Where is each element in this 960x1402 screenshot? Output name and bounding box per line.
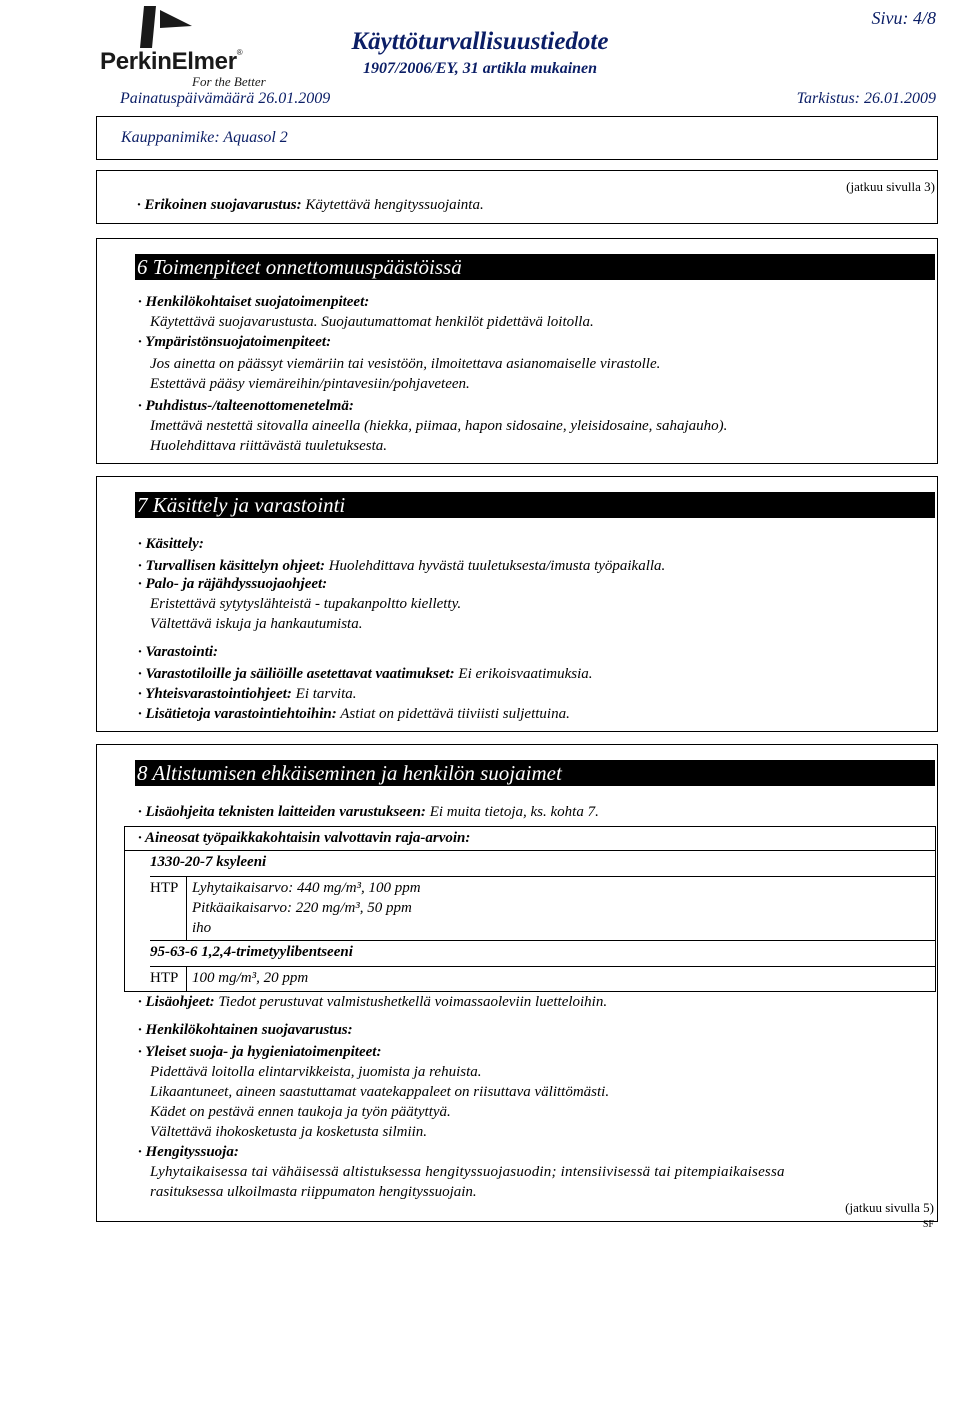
environmental-line: Estettävä pääsy viemäreihin/pintavesiin/pohjaveteen. bbox=[150, 376, 470, 392]
fire-protection-line: Eristettävä sytytyslähteistä - tupakanpoltto kielletty. bbox=[150, 596, 462, 612]
document-subtitle: 1907/2006/EY, 31 artikla mukainen bbox=[362, 60, 598, 77]
safe-handling: · Turvallisen käsittelyn ohjeet: Huolehdittava hyvästä tuuletuksesta/imusta työpaikalla. bbox=[138, 558, 666, 574]
continuation-box bbox=[96, 170, 938, 224]
respiratory-line: Lyhytaikaisessa tai vähäisessä altistuksessa hengityssuojasuodin; intensiivisessä tai pitempiaikaisessa bbox=[150, 1164, 785, 1180]
cleanup-line: Imettävä nestettä sitovalla aineella (hiekka, piimaa, hapon sidosaine, yleisidosaine, sahajauho). bbox=[150, 418, 728, 434]
personal-precautions-label: · Henkilökohtaiset suojatoimenpiteet: bbox=[138, 294, 370, 310]
technical-equipment: · Lisäohjeita teknisten laitteiden varustukseen: Ei muita tietoja, ks. kohta 7. bbox=[138, 804, 599, 820]
substance-1-limit: iho bbox=[192, 920, 212, 936]
substance-1-name: 1330-20-7 ksyleeni bbox=[150, 854, 267, 870]
print-date: Painatuspäivämäärä 26.01.2009 bbox=[120, 90, 331, 107]
environmental-label: · Ympäristönsuojatoimenpiteet: bbox=[138, 334, 332, 350]
continued-to: (jatkuu sivulla 5) bbox=[845, 1200, 934, 1215]
section-6-title: 6 Toimenpiteet onnettomuuspäästöissä bbox=[135, 254, 935, 280]
fire-protection-label: · Palo- ja räjähdyssuojaohjeet: bbox=[138, 576, 328, 592]
handling-label: · Käsittely: bbox=[138, 536, 204, 552]
language-code: SF bbox=[922, 1219, 934, 1230]
cleanup-line: Huolehdittava riittävästä tuuletuksesta. bbox=[150, 438, 388, 454]
logo-tagline: For the Better bbox=[192, 74, 266, 89]
substance-2-code: HTP bbox=[150, 970, 179, 986]
storage-extra-info: · Lisätietoja varastointiehtoihin: Astiat on pidettävä tiiviisti suljettuina. bbox=[138, 706, 570, 722]
environmental-line: Jos ainetta on päässyt viemäriin tai vesistöön, ilmoitettava asianomaiselle virastolle. bbox=[150, 356, 661, 372]
fire-protection-line: Vältettävä iskuja ja hankautumista. bbox=[150, 616, 363, 632]
continued-from: (jatkuu sivulla 3) bbox=[846, 179, 935, 194]
storage-label: · Varastointi: bbox=[138, 644, 219, 660]
exposure-limits-label: · Aineosat työpaikkakohtaisin valvottavin raja-arvoin: bbox=[138, 830, 471, 846]
special-protection: · Erikoinen suojavarustus: Käytettävä hengityssuojainta. bbox=[137, 197, 484, 213]
logo-wordmark: PerkinElmer bbox=[100, 48, 237, 75]
cleanup-label: · Puhdistus-/talteenottomenetelmä: bbox=[138, 398, 354, 414]
section-7-title: 7 Käsittely ja varastointi bbox=[135, 492, 935, 518]
respiratory-label: · Hengityssuoja: bbox=[138, 1144, 239, 1160]
joint-storage: · Yhteisvarastointiohjeet: Ei tarvita. bbox=[138, 686, 357, 702]
hygiene-line: Vältettävä ihokosketusta ja kosketusta silmiin. bbox=[150, 1124, 428, 1140]
substance-2-limit: 100 mg/m³, 20 ppm bbox=[192, 970, 309, 986]
ppe-label: · Henkilökohtainen suojavarustus: bbox=[138, 1022, 353, 1038]
trade-name: Kauppanimike: Aquasol 2 bbox=[121, 129, 288, 146]
substance-1-limit: Pitkäaikaisarvo: 220 mg/m³, 50 ppm bbox=[192, 900, 412, 916]
section-8-title: 8 Altistumisen ehkäiseminen ja henkilön suojaimet bbox=[135, 760, 935, 786]
additional-info: · Lisäohjeet: Tiedot perustuvat valmistushetkellä voimassaoleviin luetteloihin. bbox=[138, 994, 608, 1010]
substance-1-limit: Lyhytaikaisarvo: 440 mg/m³, 100 ppm bbox=[192, 880, 421, 896]
document-title: Käyttöturvallisuustiedote bbox=[351, 28, 609, 55]
storage-requirements: · Varastotiloille ja säiliöille asetettavat vaatimukset: Ei erikoisvaatimuksia. bbox=[138, 666, 593, 682]
hygiene-line: Likaantuneet, aineen saastuttamat vaatekappaleet on riisuttava välittömästi. bbox=[150, 1084, 610, 1100]
trade-name-box bbox=[96, 116, 938, 160]
page-number: Sivu: 4/8 bbox=[871, 8, 936, 28]
hygiene-label: · Yleiset suoja- ja hygieniatoimenpiteet: bbox=[138, 1044, 382, 1060]
revision-date: Tarkistus: 26.01.2009 bbox=[796, 90, 936, 107]
personal-precautions-text: Käytettävä suojavarustusta. Suojautumattomat henkilöt pidettävä loitolla. bbox=[150, 314, 594, 330]
respiratory-line: rasituksessa ulkoilmasta riippumaton hengityssuojain. bbox=[150, 1184, 477, 1200]
hygiene-line: Kädet on pestävä ennen taukoja ja työn päätyttyä. bbox=[150, 1104, 451, 1120]
perkinelmer-logo: PerkinElmer® For the Better bbox=[100, 4, 270, 86]
hygiene-line: Pidettävä loitolla elintarvikkeista, juomista ja rehuista. bbox=[150, 1064, 482, 1080]
substance-2-name: 95-63-6 1,2,4-trimetyylibentseeni bbox=[150, 944, 353, 960]
substance-1-code: HTP bbox=[150, 880, 179, 896]
